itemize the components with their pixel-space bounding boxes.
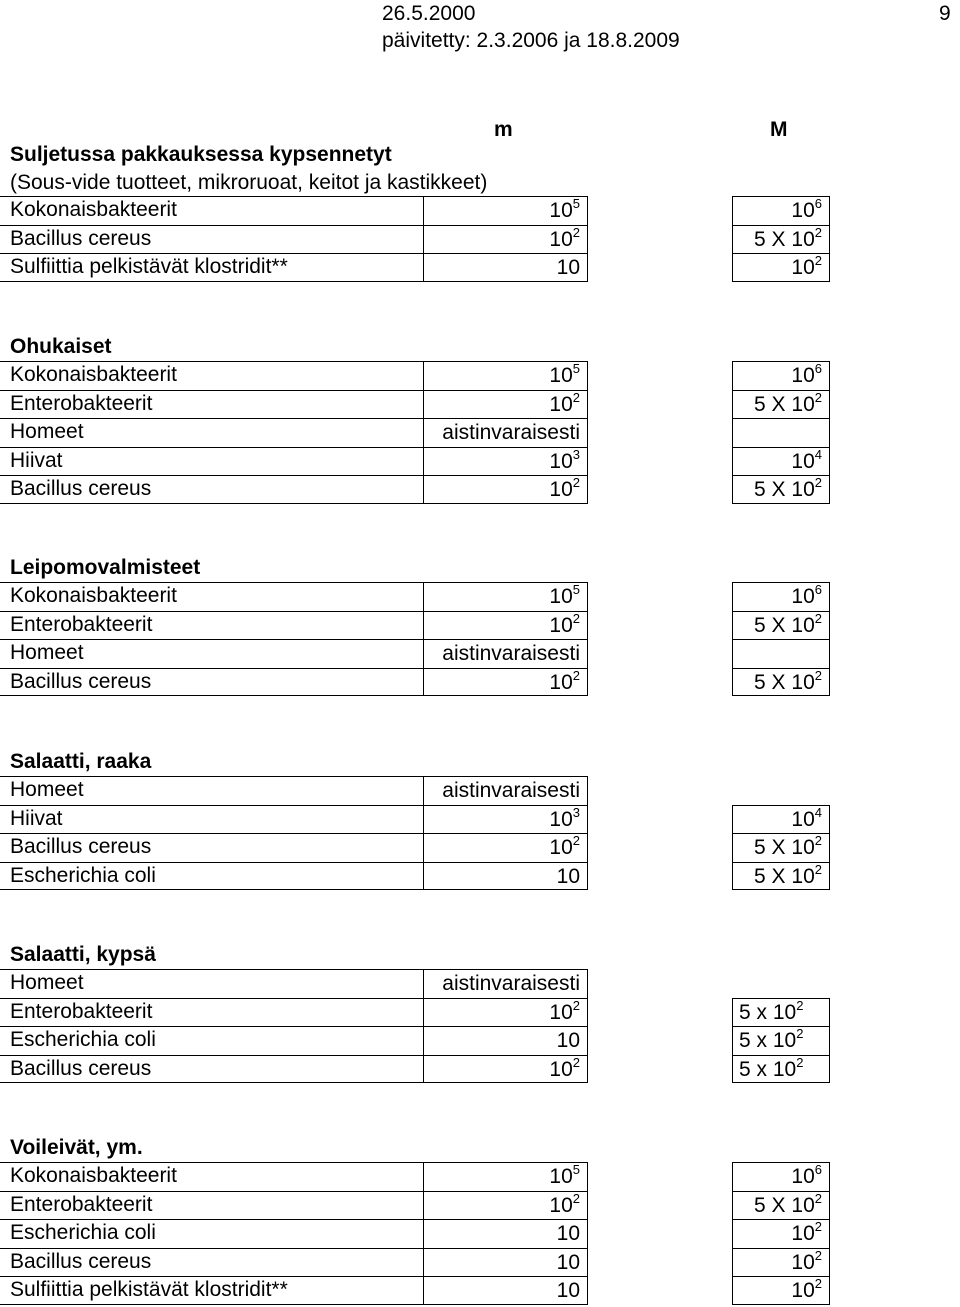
M-value: 10 [791,1165,815,1188]
m-value: 10 [549,1165,573,1188]
M-exponent: 2 [814,610,822,626]
m-value: aistinvaraisesti [442,421,580,444]
m-value-cell [423,447,588,476]
m-value: 10 [549,449,573,473]
M-value-cell [732,1276,830,1305]
M-value: 5 x 10 [739,1000,797,1024]
M-value-cell [732,1191,830,1220]
m-value: aistinvaraisesti [442,779,580,802]
column-header-M: M [770,118,788,141]
M-value-cell [732,862,830,891]
section-salaatti-raaka [10,748,840,890]
M-value-cell [732,611,830,640]
m-value: 10 [549,670,573,694]
M-value: 10 [791,1250,815,1274]
name-cell [0,447,423,476]
row-name: Kokonaisbakteerit [10,584,177,607]
M-exponent: 2 [814,253,822,268]
m-value-cell [423,475,588,504]
m-value-cell [423,418,588,447]
table-row [10,582,840,611]
row-name: Homeet [10,420,84,443]
M-value-cell [732,196,830,225]
M-exponent: 4 [814,804,822,820]
M-value: 10 [791,256,815,279]
m-exponent: 5 [572,582,580,597]
m-exponent: 2 [572,224,580,240]
table-row [10,1026,840,1055]
m-value-cell [423,668,588,697]
document-header [382,0,680,54]
M-value-cell [732,1026,830,1055]
section-leipomovalmisteet [10,554,840,696]
header-updated: päivitetty: 2.3.2006 ja 18.8.2009 [382,29,680,52]
M-value: 5 X 10 [754,836,815,859]
m-value: 10 [556,1029,580,1052]
table-row [10,639,840,668]
M-exponent: 2 [814,224,822,240]
m-value: aistinvaraisesti [442,972,580,995]
section-salaatti-kypsa [10,941,840,1083]
m-value-cell [423,862,588,891]
table-row [10,1219,840,1248]
row-name: Bacillus cereus [10,835,152,858]
row-name: Sulfiittia pelkistävät klostridit** [10,1278,288,1301]
row-name: Bacillus cereus [10,226,152,250]
M-exponent: 2 [814,389,822,405]
section-title: Ohukaiset [10,335,112,358]
M-value-cell [732,998,830,1027]
M-value: 5 X 10 [754,227,815,251]
table-row [10,862,840,891]
M-value-cell [732,1162,830,1191]
M-value-cell [732,418,830,447]
table-row [10,1055,840,1084]
m-value: 10 [556,256,580,279]
table-row [10,1276,840,1305]
page-number: 9 [939,2,951,25]
m-value-cell [423,805,588,834]
M-value-cell [732,447,830,476]
m-exponent: 2 [572,610,580,626]
m-value-cell [423,390,588,419]
M-value-cell [732,668,830,697]
row-name: Kokonaisbakteerit [10,198,177,221]
m-value-cell [423,225,588,254]
M-value: 5 X 10 [754,392,815,416]
M-exponent: 4 [814,446,822,462]
M-value-cell [732,639,830,668]
section-subtitle: (Sous-vide tuotteet, mikroruoat, keitot ja kastikkeet) [10,171,488,194]
M-value: 5 X 10 [754,670,815,694]
row-name: Bacillus cereus [10,1056,152,1080]
section-title: Leipomovalmisteet [10,556,201,579]
m-value-cell [423,998,588,1027]
m-exponent: 2 [572,389,580,405]
section-sous-vide [10,141,840,282]
m-value: 10 [549,613,573,637]
M-value-cell [732,225,830,254]
row-name: Escherichia coli [10,863,156,887]
M-value: 5 x 10 [739,1057,797,1081]
row-name: Hiivat [10,806,63,830]
row-name: Bacillus cereus [10,669,152,693]
M-value: 5 X 10 [754,864,815,888]
m-value: 10 [549,807,573,831]
m-value-cell [423,253,588,282]
M-exponent: 6 [814,1162,822,1177]
section-title: Salaatti, raaka [10,750,152,773]
table-row [10,475,840,504]
M-exponent: 2 [814,1247,822,1263]
M-value-cell [732,1248,830,1277]
m-value-cell [423,1026,588,1055]
M-exponent: 2 [814,475,822,490]
table-row [10,668,840,697]
m-exponent: 3 [572,446,580,462]
M-exponent: 2 [814,1276,822,1291]
m-value: 10 [549,478,573,501]
m-exponent: 2 [572,475,580,490]
table-row [10,390,840,419]
m-value-cell [423,776,588,805]
m-value-cell [423,1191,588,1220]
M-value-cell [732,582,830,611]
row-name: Escherichia coli [10,1221,156,1244]
row-name: Homeet [10,778,84,801]
M-value: 10 [791,1279,815,1302]
table-row [10,1191,840,1220]
m-value: 10 [556,1250,580,1274]
row-name: Homeet [10,971,84,994]
M-value-cell [732,390,830,419]
M-exponent: 6 [814,582,822,597]
m-exponent: 5 [572,361,580,376]
table-row [10,805,840,834]
table-row [10,969,840,998]
m-value-cell [423,611,588,640]
M-value-cell [732,805,830,834]
row-name: Enterobakteerit [10,612,153,636]
M-exponent: 2 [796,1026,804,1041]
m-exponent: 2 [572,667,580,683]
M-value-cell [732,833,830,862]
M-value-cell [732,1219,830,1248]
M-value: 5 X 10 [754,478,815,501]
table-row [10,418,840,447]
section-ohukaiset [10,333,840,504]
m-exponent: 3 [572,804,580,820]
M-value: 10 [791,585,815,608]
M-exponent: 2 [814,667,822,683]
m-value: 10 [556,1222,580,1245]
m-value: 10 [556,864,580,888]
M-exponent: 2 [796,997,804,1013]
column-header-m: m [494,118,513,141]
table-row [10,998,840,1027]
m-value: 10 [549,1193,573,1217]
m-value-cell [423,582,588,611]
m-exponent: 2 [572,1190,580,1206]
table-row [10,361,840,390]
M-exponent: 6 [814,361,822,376]
M-exponent: 2 [796,1054,804,1070]
M-value-cell [732,361,830,390]
row-name: Bacillus cereus [10,477,152,500]
row-name: Homeet [10,641,84,664]
M-value-cell [732,253,830,282]
name-cell [0,805,423,834]
m-value-cell [423,833,588,862]
section-title: Voileivät, ym. [10,1136,143,1159]
M-value-cell [732,1055,830,1084]
m-value: 10 [549,364,573,387]
m-value-cell [423,1055,588,1084]
m-value: 10 [549,1057,573,1081]
table-row [10,611,840,640]
m-value-cell [423,361,588,390]
M-exponent: 6 [814,196,822,211]
M-value: 5 x 10 [739,1029,797,1052]
m-value: 10 [556,1279,580,1302]
m-exponent: 2 [572,997,580,1013]
row-name: Kokonaisbakteerit [10,1164,177,1187]
m-value-cell [423,969,588,998]
m-value: 10 [549,585,573,608]
m-value: aistinvaraisesti [442,642,580,665]
row-name: Sulfiittia pelkistävät klostridit** [10,255,288,278]
row-name: Enterobakteerit [10,999,153,1023]
header-date: 26.5.2000 [382,2,476,25]
M-value: 10 [791,199,815,222]
m-value: 10 [549,227,573,251]
M-exponent: 2 [814,833,822,848]
m-value-cell [423,1276,588,1305]
section-title: Suljetussa pakkauksessa kypsennetyt [10,143,392,166]
m-value-cell [423,1162,588,1191]
m-exponent: 2 [572,1054,580,1070]
row-name: Enterobakteerit [10,1192,153,1216]
M-exponent: 2 [814,861,822,877]
m-value-cell [423,1248,588,1277]
table-row [10,447,840,476]
table-row [10,776,840,805]
table-row [10,253,840,282]
m-value: 10 [549,392,573,416]
m-value-cell [423,196,588,225]
M-value: 5 X 10 [754,1193,815,1217]
table-row [10,225,840,254]
m-value: 10 [549,836,573,859]
M-value: 10 [791,807,815,831]
row-name: Bacillus cereus [10,1249,152,1273]
M-exponent: 2 [814,1219,822,1234]
section-voileivat [10,1134,840,1305]
m-value-cell [423,639,588,668]
m-value-cell [423,1219,588,1248]
table-row [10,1248,840,1277]
table-row [10,833,840,862]
table-row [10,1162,840,1191]
row-name: Escherichia coli [10,1028,156,1051]
M-value: 10 [791,364,815,387]
m-value: 10 [549,1000,573,1024]
M-value-cell [732,475,830,504]
row-name: Enterobakteerit [10,391,153,415]
M-value: 10 [791,1222,815,1245]
m-exponent: 2 [572,833,580,848]
section-title: Salaatti, kypsä [10,943,156,966]
row-name: Hiivat [10,448,63,472]
table-row [10,196,840,225]
M-value: 10 [791,449,815,473]
M-exponent: 2 [814,1190,822,1206]
m-exponent: 5 [572,196,580,211]
m-value: 10 [549,199,573,222]
row-name: Kokonaisbakteerit [10,363,177,386]
M-value: 5 X 10 [754,613,815,637]
m-exponent: 5 [572,1162,580,1177]
